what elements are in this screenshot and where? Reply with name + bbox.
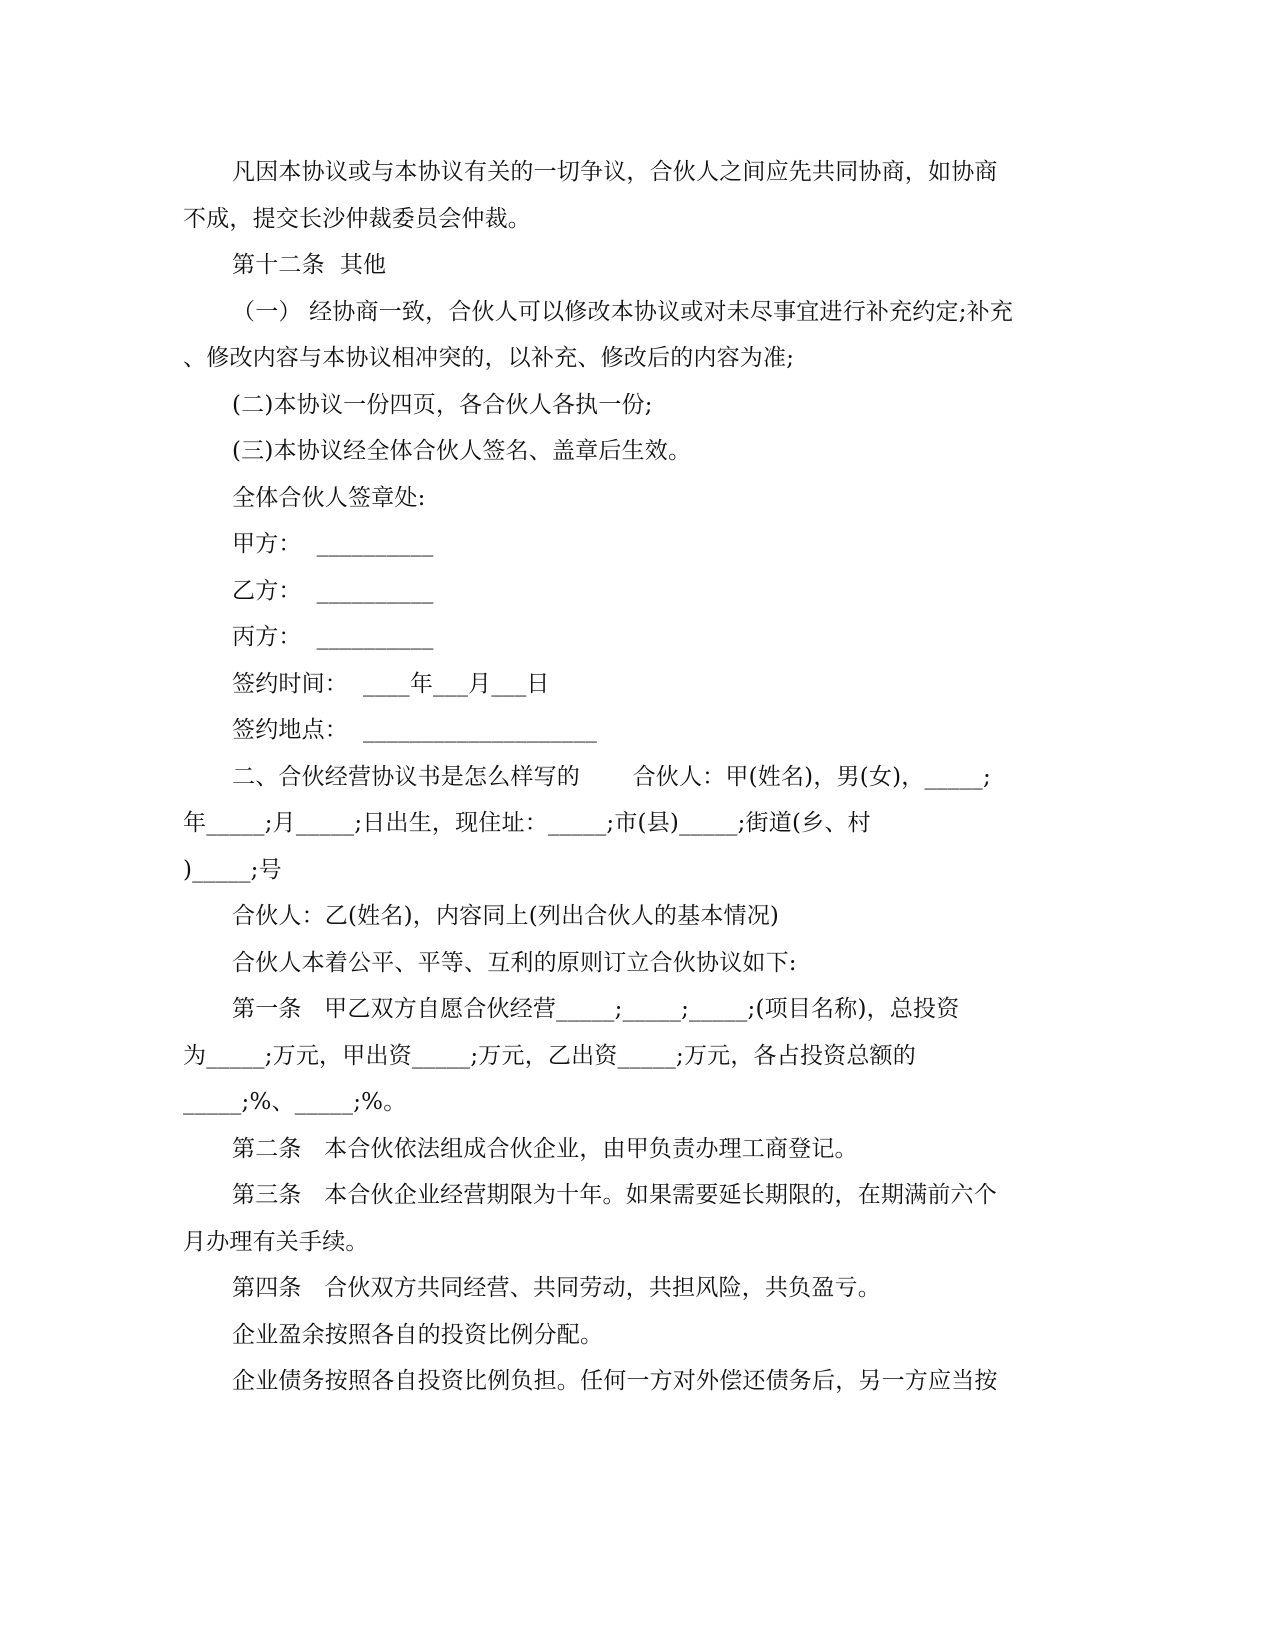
paragraph-line: _____;%、_____;%。: [183, 1089, 407, 1115]
paragraph-line: 、修改内容与本协议相冲突的，以补充、修改后的内容为准;: [183, 345, 795, 371]
article-one: 第一条 甲乙双方自愿合伙经营_____;_____;_____;(项目名称)，总投资: [232, 996, 960, 1022]
paragraph-line: 凡因本协议或与本协议有关的一切争议，合伙人之间应先共同协商，如协商: [232, 159, 998, 185]
paragraph-line: (二)本协议一份四页，各合伙人各执一份;: [232, 392, 653, 418]
signature-section-label: 全体合伙人签章处:: [232, 485, 426, 511]
signing-place-line: 签约地点： ____________________: [232, 717, 598, 743]
paragraph-line: 年_____;月_____;日出生，现住址：_____;市(县)_____;街道(乡、村: [183, 810, 871, 836]
article-three: 第三条 本合伙企业经营期限为十年。如果需要延长期限的，在期满前六个: [232, 1182, 997, 1208]
paragraph-line: 合伙人：乙(姓名)，内容同上(列出合伙人的基本情况): [232, 903, 780, 929]
paragraph-line: 企业盈余按照各自的投资比例分配。: [232, 1322, 604, 1348]
signature-line-party-c: 丙方： __________: [232, 624, 434, 650]
paragraph-line: 为_____;万元，甲出资_____;万元，乙出资_____;万元，各占投资总额的: [183, 1043, 916, 1069]
article-two: 第二条 本合伙依法组成合伙企业，由甲负责办理工商登记。: [232, 1136, 858, 1162]
paragraph-line: 企业债务按照各自投资比例负担。任何一方对外偿还债务后，另一方应当按: [232, 1368, 998, 1394]
article-heading: 第十二条 其他: [232, 252, 387, 278]
section-heading: 二、合伙经营协议书是怎么样写的 合伙人：甲(姓名)，男(女)，_____;: [232, 764, 991, 790]
paragraph-line: （一） 经协商一致，合伙人可以修改本协议或对未尽事宜进行补充约定;补充: [232, 299, 1014, 325]
paragraph-line: 不成，提交长沙仲裁委员会仲裁。: [183, 206, 531, 232]
paragraph-line: 月办理有关手续。: [183, 1229, 369, 1255]
paragraph-line: (三)本协议经全体合伙人签名、盖章后生效。: [232, 438, 692, 464]
paragraph-line: 合伙人本着公平、平等、互利的原则订立合伙协议如下:: [232, 950, 797, 976]
signing-date-line: 签约时间： ____年___月___日: [232, 671, 550, 697]
paragraph-line: )_____;号: [183, 857, 282, 883]
signature-line-party-a: 甲方： __________: [232, 531, 434, 557]
signature-line-party-b: 乙方： __________: [232, 578, 434, 604]
article-four: 第四条 合伙双方共同经营、共同劳动，共担风险，共负盈亏。: [232, 1275, 881, 1301]
